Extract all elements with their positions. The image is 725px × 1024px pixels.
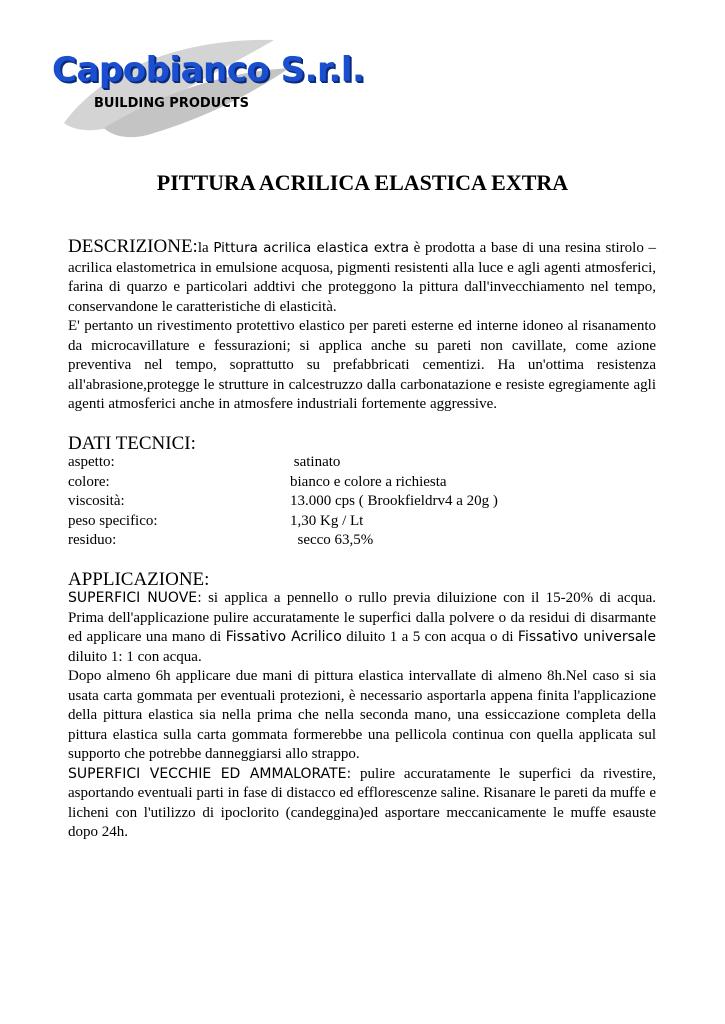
document-title: PITTURA ACRILICA ELASTICA EXTRA <box>156 170 569 195</box>
logo-tagline: BUILDING PRODUCTS <box>94 96 249 111</box>
tech-row <box>68 512 656 532</box>
tech-value: 1,30 Kg / Lt <box>290 512 364 529</box>
applicazione-heading: APPLICAZIONE: <box>68 568 210 590</box>
superfici-vecchie-text: pulire accuratamente le superfici da rivestire, asportando eventuali parti in fase di distacco ed efflorescenze saline. Risanare le pareti da muffe e licheni con l'utilizzo di ipoclorito (candeggina)ed asportare meccanicamente le muffe esauste dopo 24h. <box>68 765 656 840</box>
superfici-nuove-heading: SUPERFICI NUOVE: <box>68 590 202 606</box>
tech-value: bianco e colore a richiesta <box>290 473 447 490</box>
superfici-vecchie-heading: SUPERFICI VECCHIE ED AMMALORATE: <box>68 765 352 782</box>
product-name: Pittura acrilica elastica extra <box>213 240 409 256</box>
fissativo-acrilico: Fissativo Acrilico <box>225 629 342 645</box>
tech-value: satinato <box>290 454 341 470</box>
tech-label: viscosità: <box>68 493 125 509</box>
superfici-nuove-text-a: si applica a pennello o rullo previa diluizione con il 15-20% di acqua. Prima dell'applicazione pulire accuratamente le superfici dalla polvere o da residui di disarmante ed applicare una mano di <box>68 590 656 645</box>
descrizione-lead: la <box>197 240 214 256</box>
superfici-vecchie-paragraph <box>68 765 656 843</box>
descrizione-paragraph-2: E' pertanto un rivestimento protettivo elastico per pareti esterne ed interne idoneo al risanamento da microcavillature e fessurazioni; si applica anche su pareti non cavillate, come azione preventiva nel tempo, soprattutto su prefabbricati cementizi. Ha un'ottima resistenza all'abrasione,protegge le strutture in calcestruzzo dalla carbonatazione e resiste egregiamente agli agenti atmosferici anche in atmosfere industriali fortemente aggressive. <box>68 318 656 412</box>
applicazione-paragraph: Dopo almeno 6h applicare due mani di pittura elastica intervallate di almeno 8h.Nel caso si sia usata carta gommata per eventuali protezioni, è necessario asportarla appena finita l'applicazione della pittura elastica sia nella prima che nella seconda mano, una essiccazione completa della pittura elastica sulla carta gommata formerebbe una pellicola continua con quella applicata sul supporto che potrebbe danneggiarsi allo strappo. <box>68 668 656 762</box>
fissativo-universale: Fissativo universale <box>517 629 656 645</box>
tech-row <box>68 473 656 493</box>
tech-label: colore: <box>68 473 110 490</box>
dati-tecnici-heading: DATI TECNICI: <box>68 432 196 454</box>
dati-tecnici-table <box>68 453 656 551</box>
descrizione-paragraph-1 <box>68 237 656 317</box>
company-logo <box>44 28 365 148</box>
tech-label: aspetto: <box>68 454 115 470</box>
tech-row <box>68 453 656 473</box>
superfici-nuove-paragraph <box>68 589 656 667</box>
descrizione-heading: DESCRIZIONE: <box>68 236 198 257</box>
superfici-nuove-text-c: diluito 1: 1 con acqua. <box>68 648 202 665</box>
tech-value: secco 63,5% <box>290 532 374 548</box>
tech-label: residuo: <box>68 532 117 548</box>
tech-row <box>68 531 656 551</box>
tech-value: 13.000 cps ( Brookfieldrv4 a 20g ) <box>290 493 498 509</box>
tech-row <box>68 492 656 512</box>
superfici-nuove-text-b: diluito 1 a 5 con acqua o di <box>341 629 518 645</box>
document-body <box>68 237 656 843</box>
logo-company-name: Capobianco S.r.l. <box>52 50 365 90</box>
descrizione-text-1: è prodotta a base di una resina stirolo – acrilica elastometrica in emulsione acquosa, pigmenti resistenti alla luce e agli agenti atmosferici, farina di quarzo e particolari addtivi che proteggono la pittura dall'invecchiamento nel tempo, conservandone le caratteristiche di elasticità. <box>68 240 656 315</box>
tech-label: peso specifico: <box>68 512 158 529</box>
